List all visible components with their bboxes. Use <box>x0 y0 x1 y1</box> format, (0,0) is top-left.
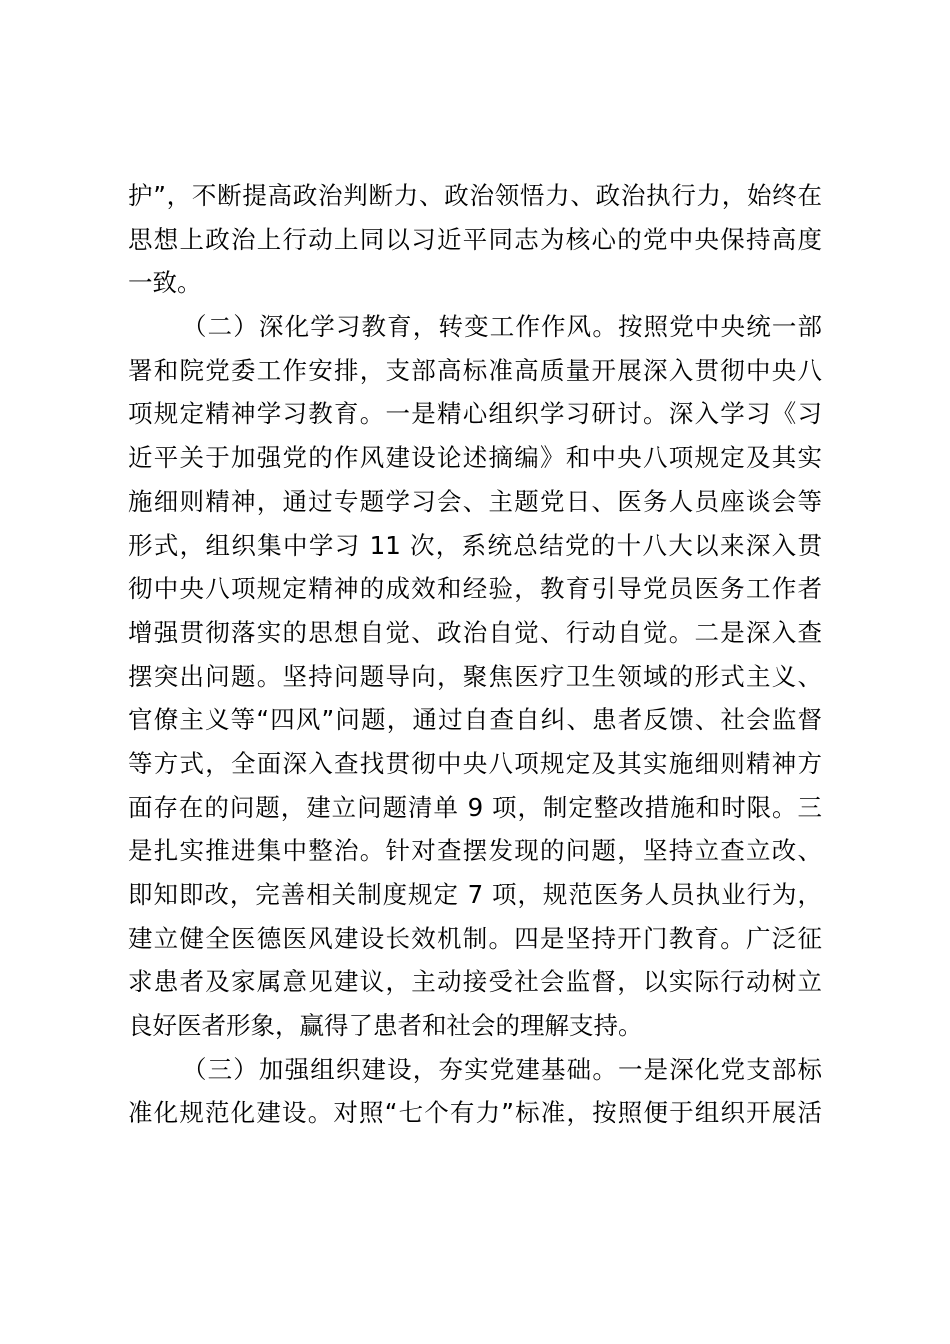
text-line-13: 官僚主义等“四风”问题，通过自查自纠、患者反馈、社会监督 <box>128 705 822 735</box>
section-heading-2: （二）深化学习教育，转变工作作风。按照党中央统一部 <box>182 312 822 342</box>
text-line-7: 近平关于加强党的作风建设论述摘编》和中央八项规定及其实 <box>128 443 822 473</box>
text-line-15: 面存在的问题，建立问题清单 9 项，制定整改措施和时限。三 <box>128 792 822 822</box>
text-line-17: 即知即改，完善相关制度规定 7 项，规范医务人员执业行为， <box>128 880 822 909</box>
section-heading-3: （三）加强组织建设，夯实党建基础。一是深化党支部标 <box>182 1054 822 1084</box>
body-text <box>128 174 822 1135</box>
text-line-18: 建立健全医德医风建设长效机制。四是坚持开门教育。广泛征 <box>128 923 822 953</box>
text-line-9: 形式，组织集中学习 11 次，系统总结党的十八大以来深入贯 <box>128 530 822 560</box>
text-line-6: 项规定精神学习教育。一是精心组织学习研讨。深入学习《习 <box>128 399 822 429</box>
text-line-20: 良好医者形象，赢得了患者和社会的理解支持。 <box>128 1011 643 1041</box>
text-line-10: 彻中央八项规定精神的成效和经验，教育引导党员医务工作者 <box>128 574 822 604</box>
text-line-11: 增强贯彻落实的思想自觉、政治自觉、行动自觉。二是深入查 <box>128 617 822 647</box>
text-line-8: 施细则精神，通过专题学习会、主题党日、医务人员座谈会等 <box>128 486 822 516</box>
text-line-14: 等方式，全面深入查找贯彻中央八项规定及其实施细则精神方 <box>128 748 822 778</box>
text-line-12: 摆突出问题。坚持问题导向，聚焦医疗卫生领域的形式主义、 <box>128 661 822 691</box>
text-line-22: 准化规范化建设。对照“七个有力”标准，按照便于组织开展活 <box>128 1098 822 1128</box>
text-line-19: 求患者及家属意见建议，主动接受社会监督，以实际行动树立 <box>128 967 822 997</box>
text-line-16: 是扎实推进集中整治。针对查摆发现的问题，坚持立查立改、 <box>128 836 822 866</box>
text-line-1: 护”，不断提高政治判断力、政治领悟力、政治执行力，始终在 <box>128 181 822 210</box>
text-line-2: 思想上政治上行动上同以习近平同志为核心的党中央保持高度 <box>128 224 822 254</box>
text-line-3: 一致。 <box>128 268 202 298</box>
text-line-5: 署和院党委工作安排，支部高标准高质量开展深入贯彻中央八 <box>128 355 822 385</box>
